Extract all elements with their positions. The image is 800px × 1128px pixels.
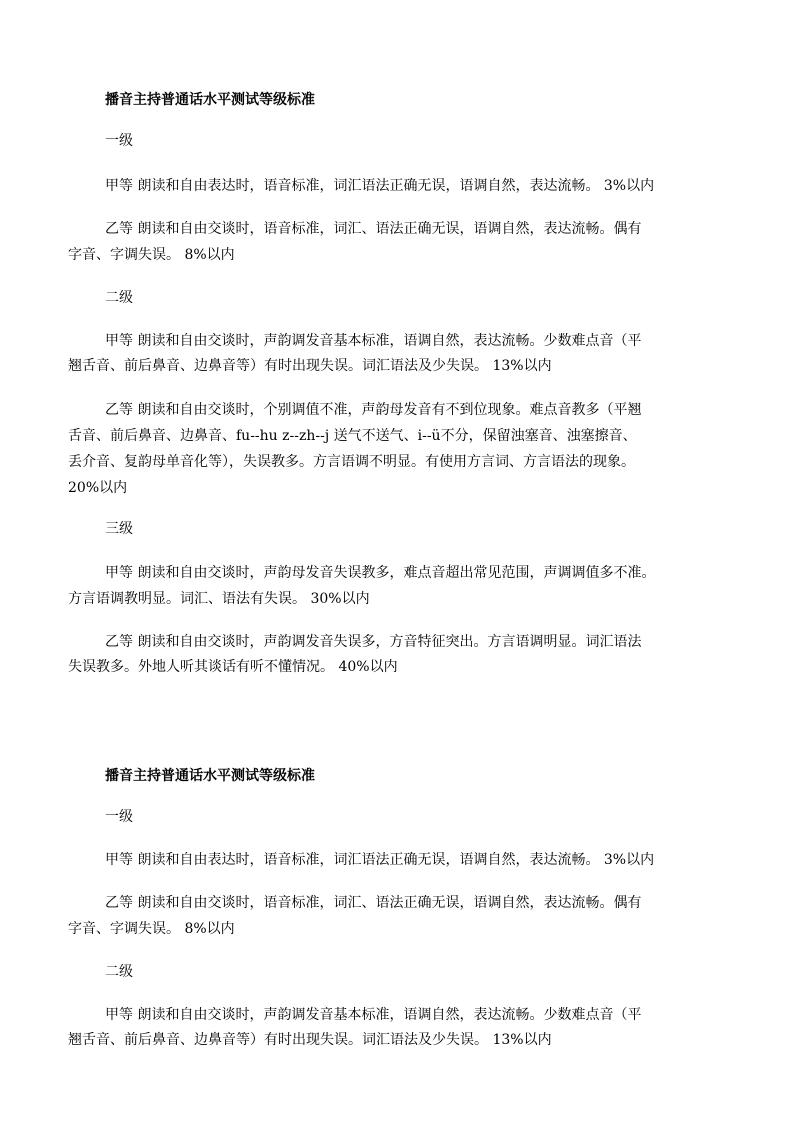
paragraph-line: 翘舌音、前后鼻音、边鼻音等）有时出现失误。词汇语法及少失误。 13%以内 [68, 358, 552, 374]
paragraph-line: 甲等 朗读和自由表达时，语音标准，词汇语法正确无误，语调自然，表达流畅。 3%以内 [105, 852, 655, 868]
paragraph-line: 失误教多。外地人听其谈话有听不懂情况。 40%以内 [68, 659, 398, 675]
paragraph-line: 翘舌音、前后鼻音、边鼻音等）有时出现失误。词汇语法及少失误。 13%以内 [68, 1032, 552, 1048]
level-heading: 二级 [105, 964, 133, 980]
paragraph-line: 甲等 朗读和自由表达时，语音标准，词汇语法正确无误，语调自然，表达流畅。 3%以内 [105, 178, 655, 194]
level-heading: 一级 [105, 133, 133, 149]
paragraph-line: 丢介音、复韵母单音化等），失误教多。方言语调不明显。有使用方言词、方言语法的现象。 [68, 454, 635, 470]
section-title: 播音主持普通话水平测试等级标准 [105, 92, 315, 108]
paragraph-line: 方言语调教明显。词汇、语法有失误。 30%以内 [68, 591, 370, 607]
level-heading: 二级 [105, 290, 133, 306]
paragraph-line: 字音、字调失误。 8%以内 [68, 921, 235, 937]
paragraph-line: 乙等 朗读和自由交谈时，个别调值不准，声韵母发音有不到位现象。难点音教多（平翘 [105, 402, 642, 418]
level-heading: 一级 [105, 809, 133, 825]
paragraph-line: 舌音、前后鼻音、边鼻音、fu--hu z--zh--j 送气不送气、i--ü不分，保留浊塞音、浊塞擦音、 [68, 428, 637, 444]
paragraph-line: 乙等 朗读和自由交谈时，声韵调发音失误多，方音特征突出。方言语调明显。词汇语法 [105, 634, 642, 650]
paragraph-line: 甲等 朗读和自由交谈时，声韵母发音失误教多，难点音超出常见范围，声调调值多不准。 [105, 565, 656, 581]
section-title: 播音主持普通话水平测试等级标准 [105, 768, 315, 784]
paragraph-line: 甲等 朗读和自由交谈时，声韵调发音基本标准，语调自然，表达流畅。少数难点音（平 [105, 333, 642, 349]
paragraph-line: 字音、字调失误。 8%以内 [68, 247, 235, 263]
paragraph-line: 20%以内 [68, 480, 128, 496]
level-heading: 三级 [105, 521, 133, 537]
paragraph-line: 甲等 朗读和自由交谈时，声韵调发音基本标准，语调自然，表达流畅。少数难点音（平 [105, 1007, 642, 1023]
paragraph-line: 乙等 朗读和自由交谈时，语音标准，词汇、语法正确无误，语调自然，表达流畅。偶有 [105, 221, 642, 237]
paragraph-line: 乙等 朗读和自由交谈时，语音标准，词汇、语法正确无误，语调自然，表达流畅。偶有 [105, 895, 642, 911]
